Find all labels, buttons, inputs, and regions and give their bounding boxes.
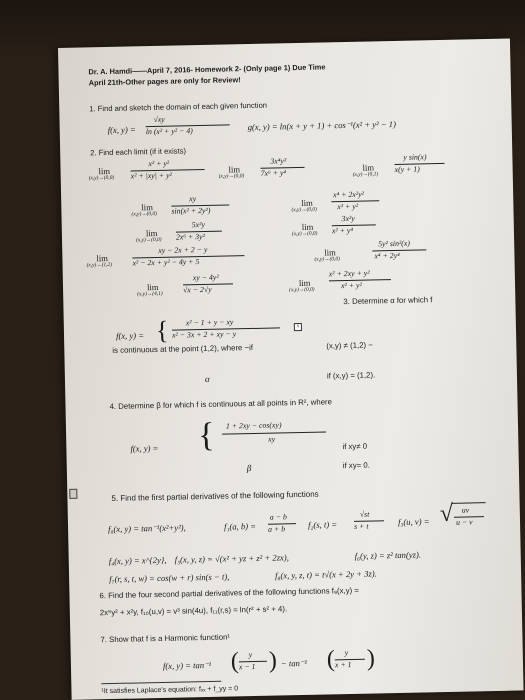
- edit-mark-icon: x: [294, 323, 302, 331]
- q3-f-lhs: f(x, y) =: [115, 330, 145, 341]
- limit-approach: (x,y)→(4,1): [137, 290, 163, 298]
- limit-denominator: x² − 2x + y² − 4y + 5: [132, 257, 200, 268]
- q4-piecewise-brace: {: [197, 416, 215, 455]
- lim-word: lim: [301, 221, 314, 232]
- q7-b-numerator: y: [344, 648, 349, 658]
- limit-numerator: 5y² sin²(x): [378, 238, 411, 249]
- limit-numerator: 3x²y: [341, 213, 355, 224]
- limit-approach: (x,y)→(0,0): [131, 210, 158, 218]
- q5-f1-denominator: a + b: [268, 524, 286, 534]
- limit-approach: (x,y)→(1,2): [86, 261, 113, 269]
- q3-piecewise-brace: {: [155, 315, 169, 346]
- limit-numerator: xy − 4y²: [192, 272, 219, 283]
- q3-continuity-text: is continuous at the point (1,2), where −if: [112, 342, 254, 355]
- limit-denominator: x² + y²: [337, 201, 359, 212]
- right-paren-icon: ): [268, 647, 278, 674]
- q5-f2-lhs: f₂(s, t) =: [307, 519, 338, 530]
- q5-f3-numerator: uv: [461, 505, 470, 515]
- q3-alpha: α: [204, 373, 210, 384]
- q4-condition-1: if xy≠ 0: [342, 441, 368, 452]
- q3-denominator: x² − 3x + 2 + xy − y: [171, 329, 237, 340]
- q1-g: g(x, y) = ln(x + y + 1) + cos⁻¹(x² + y² − 1): [247, 118, 397, 133]
- lim-word: lim: [98, 165, 111, 177]
- q4-denominator: xy: [268, 434, 276, 444]
- lim-word: lim: [301, 197, 313, 208]
- q1-f-denominator: ln (x² + y² − 4): [145, 126, 193, 137]
- limit-approach: (x,y)→(0,0): [218, 173, 245, 180]
- q4-beta: β: [246, 463, 252, 474]
- limit-numerator: x² + y²: [148, 158, 170, 169]
- q3-condition-1: (x,y) ≠ (1,2) −: [326, 340, 373, 351]
- q7-a-denominator: x − 1: [238, 661, 256, 672]
- q5-f2-numerator: √st: [359, 509, 370, 519]
- q7-b-denominator: x + 1: [334, 659, 352, 670]
- margin-mark-icon: [69, 489, 77, 499]
- q5-prompt: 5. Find the first partial derivatives of the following functions: [111, 489, 319, 503]
- q5-f6: f₆(y, z) = z² tan(yz).: [354, 549, 422, 561]
- q3-prompt: 3. Determine α for which f: [343, 295, 433, 307]
- q5-f1-lhs: f₁(a, b) =: [223, 520, 257, 532]
- limit-denominator: sin(x² + 2y²): [171, 205, 211, 216]
- limit-approach: (x,y)→(0,0): [135, 236, 162, 244]
- limit-denominator: x² + y²: [340, 280, 362, 291]
- q5-f1-numerator: a − b: [269, 512, 287, 522]
- q5-f7: f₇(r, s, t, w) = cos(w + r) sin(s − t),: [109, 571, 230, 585]
- q5-f4: f₄(x, y) = x^{2y},: [108, 554, 167, 567]
- limit-numerator: 5x²y: [191, 219, 205, 230]
- limit-approach: (x,y)→(0,0): [88, 174, 115, 182]
- q7-prompt: 7. Show that f is a Harmonic function¹: [100, 632, 231, 645]
- q2-prompt: 2. Find each limit (if it exists): [90, 146, 187, 158]
- limit-numerator: x² + 2xy + y²: [328, 268, 370, 279]
- limit-numerator: x⁴ + 2x²y²: [333, 189, 365, 200]
- q5-f5: f₅(x, y, z) = √(x² + yz + z² + 2zx),: [174, 552, 289, 565]
- lim-word: lim: [324, 247, 336, 258]
- lim-word: lim: [96, 253, 108, 264]
- limit-approach: (x,y)→(0,0): [291, 206, 317, 214]
- q7-minus: − tan⁻¹: [280, 657, 308, 669]
- q6-functions: 2x⁵y² + x²y, f₁₀(u,v) = v³ sin(4u), f₁₁(r,s) = ln(r² + s² + 4).: [99, 604, 288, 618]
- footnote: ¹It satisfies Laplace's equation: fₓₓ + f_yy = 0: [101, 685, 239, 696]
- q6-prompt: 6. Find the four second partial derivatives of the following functions f₉(x,y) =: [99, 585, 359, 601]
- limit-approach: (x,y)→(0,1): [352, 171, 379, 178]
- lim-word: lim: [145, 227, 158, 239]
- sqrt-icon: √: [439, 500, 454, 528]
- header-line-1: Dr. A. Hamdi——April 7, 2016- Homework 2- (Only page 1) Due Time: [88, 62, 326, 77]
- q1-f-numerator: √xy: [153, 114, 165, 125]
- q5-f2-denominator: s + t: [353, 521, 369, 531]
- footnote-rule: [101, 681, 221, 685]
- q5-f3-denominator: u − v: [455, 517, 473, 527]
- q5-f3-lhs: f₃(u, v) =: [397, 516, 430, 527]
- q4-prompt: 4. Determine β for which f is continuous at all points in R², where: [109, 397, 333, 411]
- limit-numerator: xy − 2x + 2 − y: [158, 244, 208, 255]
- limit-numerator: xy: [189, 194, 197, 204]
- limit-denominator: x⁴ + 2y⁴: [374, 250, 400, 261]
- limit-numerator: 3x⁴y²: [270, 156, 287, 166]
- right-paren-icon: ): [366, 645, 376, 672]
- lim-word: lim: [141, 202, 153, 213]
- header-line-2: April 21th-Other pages are only for Review!: [88, 75, 241, 88]
- limit-denominator: x(y + 1): [394, 164, 420, 174]
- lim-word: lim: [228, 164, 241, 175]
- q5-f0: f₀(x, y) = tan⁻¹(x²+y²),: [107, 522, 186, 535]
- limit-approach: (x,y)→(0,0): [289, 286, 315, 294]
- limit-numerator: y sin(x): [403, 152, 427, 162]
- q3-numerator: x² − 1 + y − xy: [185, 317, 234, 328]
- q5-f8: f₈(x, y, z, t) = t√(x + 2y + 3z).: [274, 568, 377, 581]
- q1-f-lhs: f(x, y) =: [107, 124, 136, 135]
- q5-f3-radical-bar: [452, 502, 486, 504]
- q7-f-lhs: f(x, y) = tan⁻¹: [162, 659, 212, 671]
- q4-condition-2: if xy= 0.: [342, 460, 370, 471]
- limit-denominator: √x − 2√y: [182, 284, 212, 295]
- limit-denominator: x² + |xy| + y²: [130, 170, 172, 181]
- q7-a-numerator: y: [248, 650, 253, 660]
- limit-approach: (x,y)→(0,0): [291, 230, 318, 238]
- limit-denominator: x² + y⁴: [331, 225, 354, 236]
- limit-denominator: 2x⁶ + 3y²: [175, 231, 206, 242]
- left-paren-icon: (: [230, 648, 240, 675]
- limit-denominator: 7x⁶ + y⁴: [260, 168, 287, 178]
- q4-f-lhs: f(x, y) =: [130, 442, 159, 454]
- lim-word: lim: [146, 281, 159, 293]
- lim-word: lim: [298, 277, 311, 289]
- q4-numerator: 1 + 2xy − cos(xy): [225, 420, 282, 431]
- lim-word: lim: [362, 162, 375, 173]
- left-paren-icon: (: [326, 646, 336, 673]
- limit-approach: (x,y)→(0,0): [314, 256, 340, 263]
- q1-prompt: 1. Find and sketch the domain of each given function: [89, 100, 268, 114]
- q3-condition-2: if (x,y) = (1,2).: [326, 370, 376, 381]
- homework-page: [58, 39, 524, 700]
